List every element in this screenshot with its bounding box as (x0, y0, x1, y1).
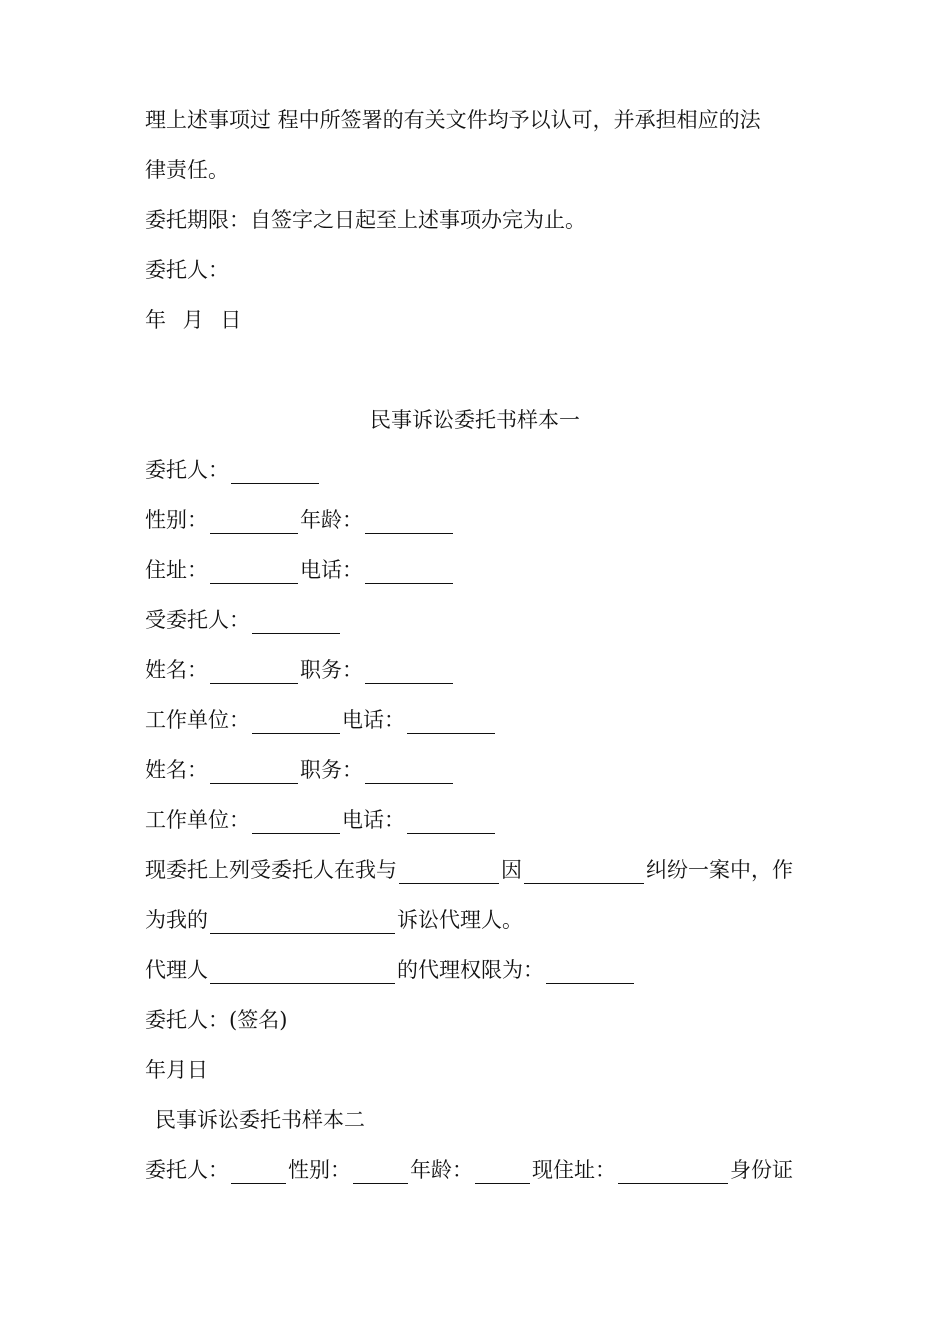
paragraph-line (145, 156, 810, 184)
label: 工作单位： (145, 808, 250, 832)
text: 诉讼代理人。 (397, 908, 523, 932)
s1-work-phone-line (145, 806, 810, 834)
blank-field (210, 761, 298, 784)
s1-sign-line (145, 1006, 810, 1034)
label: 职务： (300, 658, 363, 682)
label: 性别： (145, 508, 208, 532)
sample1-title (0, 406, 950, 434)
label: 委托人： (145, 1158, 229, 1182)
s1-entrust-line (145, 856, 810, 884)
s1-agent-line (145, 606, 810, 634)
text: 年月日 (145, 1058, 208, 1082)
text: 年 月 日 (145, 308, 242, 332)
s1-address-phone-line (145, 556, 810, 584)
sample2-title (155, 1106, 810, 1134)
blank-field (399, 861, 499, 884)
title-text: 民事诉讼委托书样本二 (155, 1108, 365, 1132)
s1-entrust-line-2 (145, 906, 810, 934)
blank-field (353, 1161, 408, 1184)
blank-field (365, 761, 453, 784)
label: 电话： (300, 558, 363, 582)
term-line (145, 206, 810, 234)
label: 年龄： (300, 508, 363, 532)
blank-field (210, 911, 395, 934)
text: 因 (501, 858, 522, 882)
blank-field (618, 1161, 728, 1184)
label: 性别： (288, 1158, 351, 1182)
label: 电话： (342, 808, 405, 832)
blank-field (365, 511, 453, 534)
title-text: 民事诉讼委托书样本一 (370, 408, 580, 432)
blank-field (252, 611, 340, 634)
text: 现委托上列受委托人在我与 (145, 858, 397, 882)
label: 电话： (342, 708, 405, 732)
text: 代理人 (145, 958, 208, 982)
text: 律责任。 (145, 158, 229, 182)
s1-date-line (145, 1056, 810, 1084)
s2-principal-line (145, 1156, 810, 1184)
label: 受委托人： (145, 608, 250, 632)
s1-name-post-line (145, 756, 810, 784)
blank-field (365, 661, 453, 684)
blank-field (407, 811, 495, 834)
text: 委托人： (145, 258, 229, 282)
label: 委托人： (145, 458, 229, 482)
label: 住址： (145, 558, 208, 582)
label: 年龄： (410, 1158, 473, 1182)
blank-field (210, 561, 298, 584)
label: 工作单位： (145, 708, 250, 732)
blank-field (252, 811, 340, 834)
label: 现住址： (532, 1158, 616, 1182)
label: 姓名： (145, 658, 208, 682)
blank-field (407, 711, 495, 734)
blank-field (475, 1161, 530, 1184)
blank-field (524, 861, 644, 884)
blank-field (231, 1161, 286, 1184)
blank-field (252, 711, 340, 734)
text: 理上述事项过 程中所签署的有关文件均予以认可，并承担相应的法 (145, 108, 761, 132)
text: 委托期限：自签字之日起至上述事项办完为止。 (145, 208, 586, 232)
paragraph-line (145, 106, 810, 134)
s1-name-post-line (145, 656, 810, 684)
label: 身份证 (730, 1158, 793, 1182)
blank-field (365, 561, 453, 584)
text: 委托人：(签名) (145, 1008, 288, 1032)
label: 姓名： (145, 758, 208, 782)
text: 为我的 (145, 908, 208, 932)
text: 的代理权限为： (397, 958, 544, 982)
s1-work-phone-line (145, 706, 810, 734)
label: 职务： (300, 758, 363, 782)
s1-gender-age-line (145, 506, 810, 534)
principal-line (145, 256, 810, 284)
s1-principal-line (145, 456, 810, 484)
s1-scope-line (145, 956, 810, 984)
blank-field (546, 961, 634, 984)
blank-field (210, 511, 298, 534)
text: 纠纷一案中，作 (646, 858, 793, 882)
blank-field (210, 661, 298, 684)
blank-field (231, 461, 319, 484)
blank-field (210, 961, 395, 984)
date-line (145, 306, 810, 334)
